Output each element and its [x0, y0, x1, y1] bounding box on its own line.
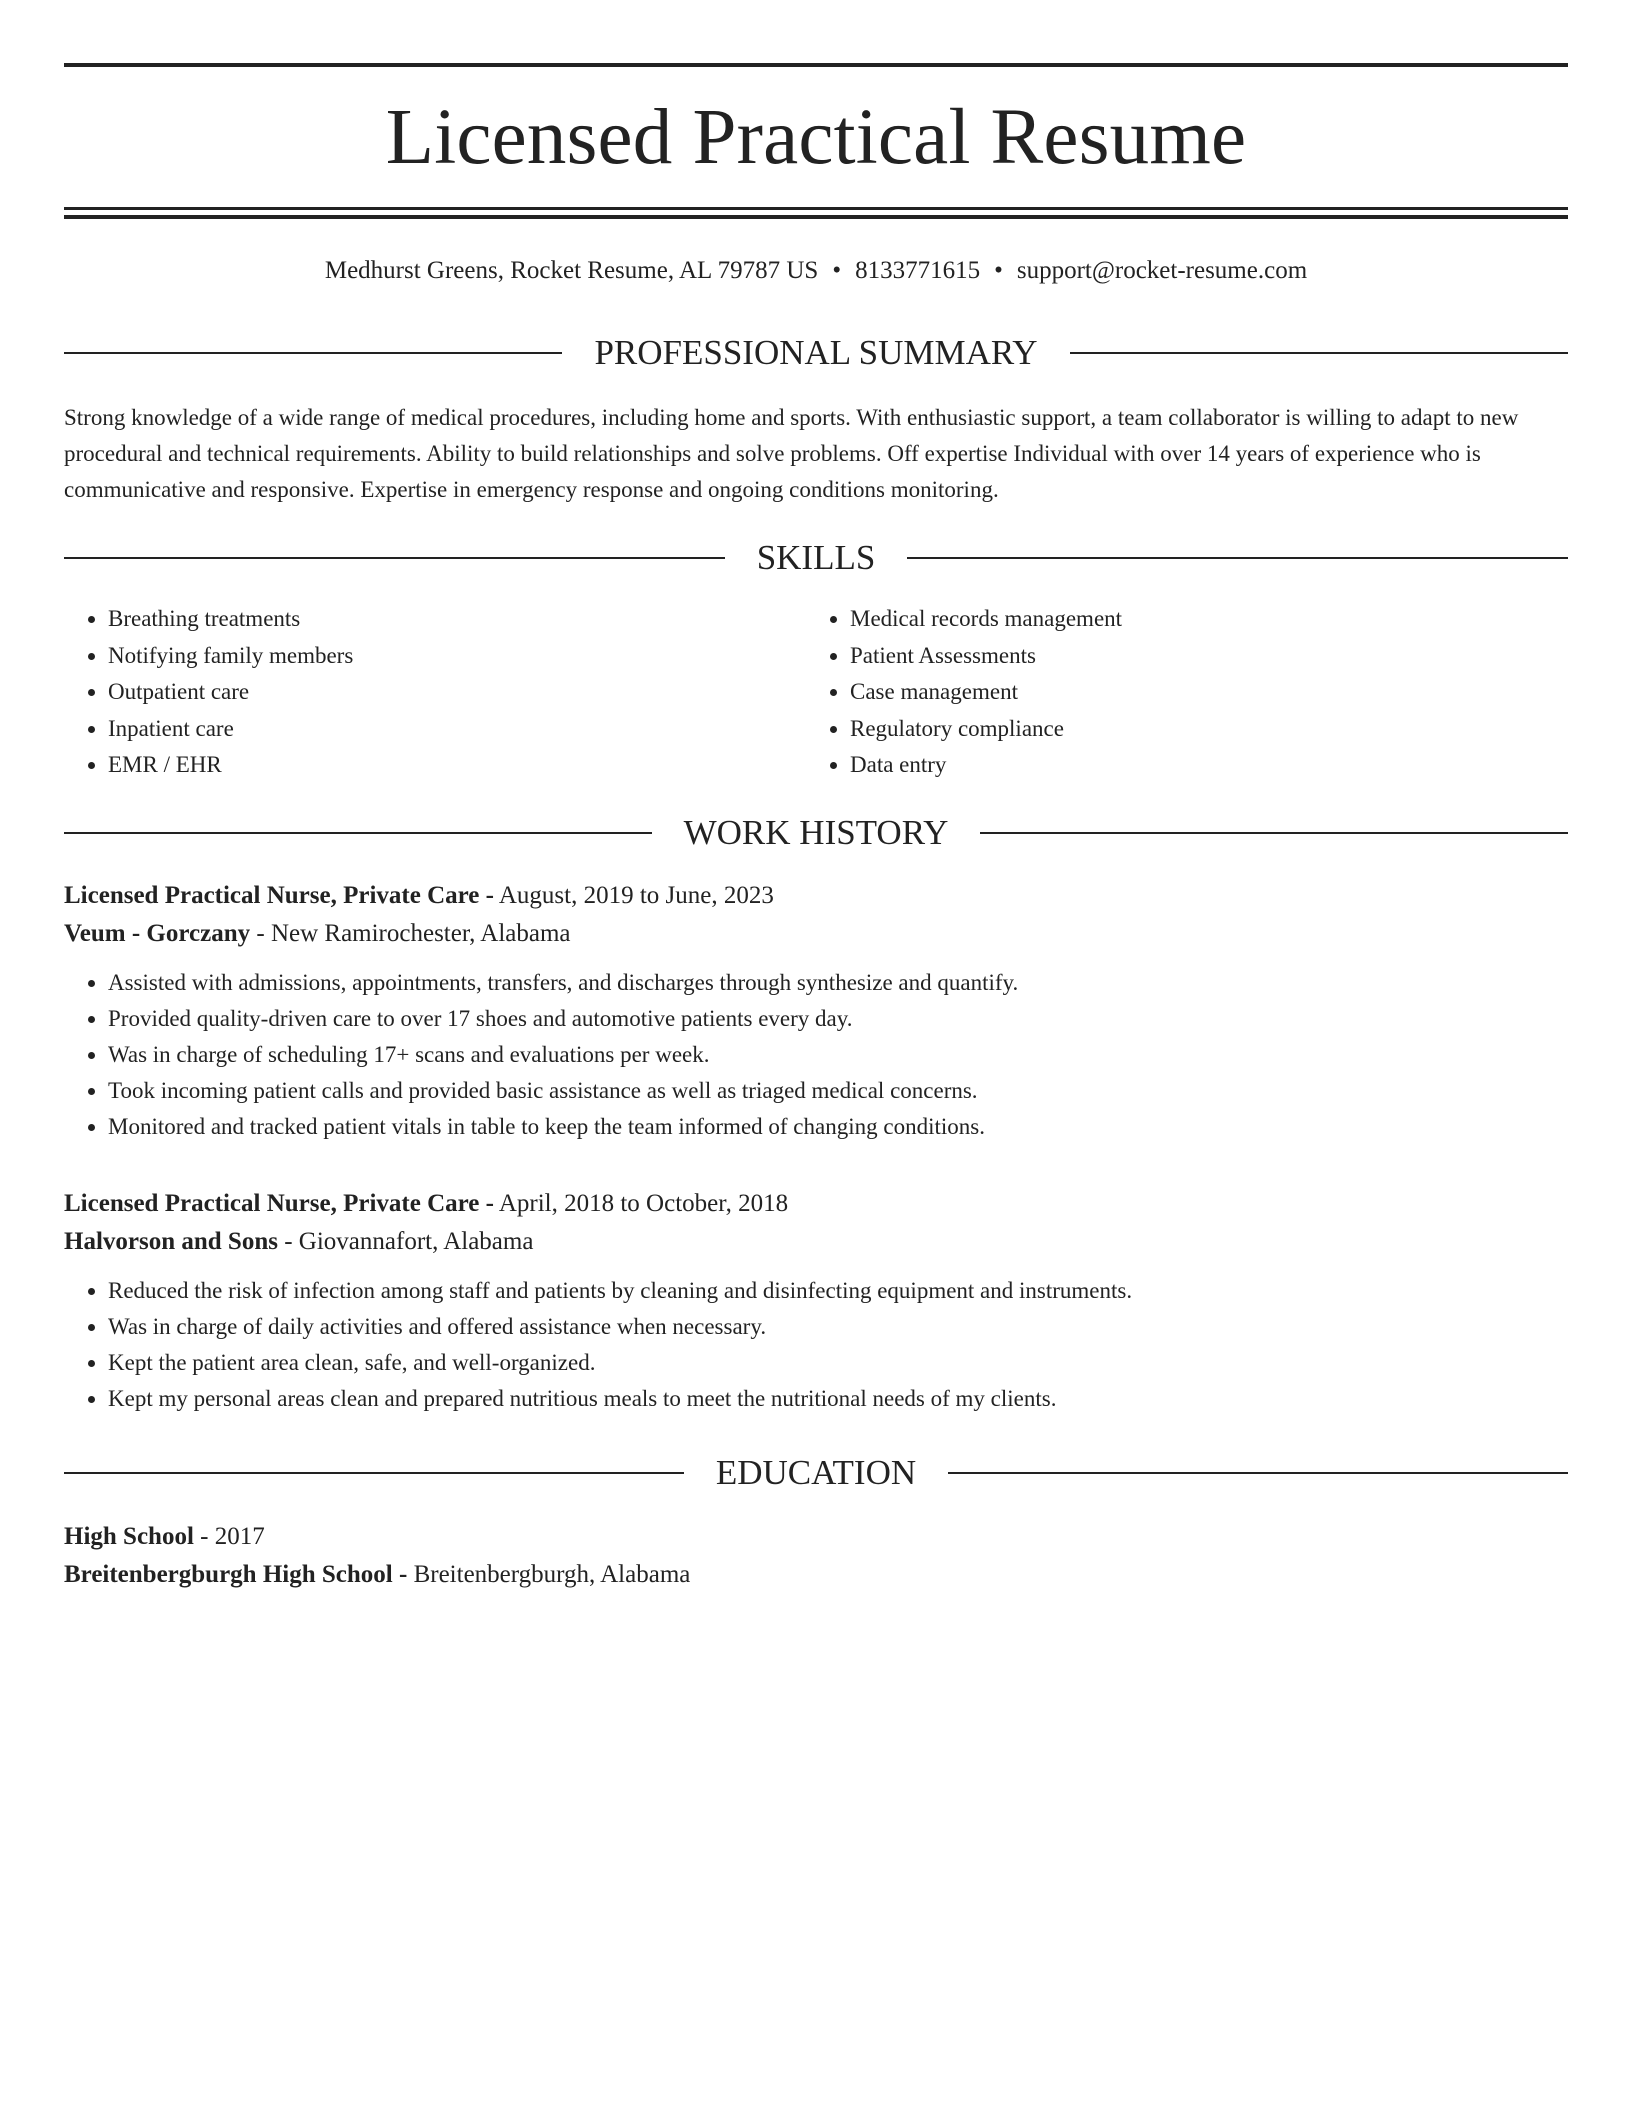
contact-phone: 8133771615 — [855, 257, 981, 284]
dash: - — [485, 882, 494, 909]
education-location: Breitenbergburgh, Alabama — [413, 1561, 691, 1588]
job-bullet: • Provided quality-driven care to over 17 shoes and automotive patients every day. — [108, 1001, 1568, 1037]
job-dates: August, 2019 to June, 2023 — [498, 882, 774, 909]
job-title: Licensed Practical Nurse, Private Care — [64, 1190, 480, 1217]
job-company-line — [64, 1223, 1568, 1261]
job-company: Halvorson and Sons — [64, 1228, 278, 1255]
skill-item: • EMR / EHR — [108, 747, 806, 784]
job-entry — [64, 1185, 1568, 1417]
skill-item: • Patient Assessments — [850, 638, 1548, 675]
top-rule — [64, 63, 1568, 67]
skill-item: • Notifying family members — [108, 638, 806, 675]
heading-rule-right — [980, 832, 1568, 834]
heading-rule-left — [64, 832, 652, 834]
job-bullet: • Kept the patient area clean, safe, and well-organized. — [108, 1345, 1568, 1381]
education-degree-line — [64, 1518, 1568, 1556]
dash: - — [485, 1190, 494, 1217]
contact-email: support@rocket-resume.com — [1016, 257, 1308, 284]
education-heading — [64, 1451, 1568, 1495]
skill-item: • Regulatory compliance — [850, 711, 1548, 748]
job-bullets — [64, 1273, 1568, 1417]
skills-list — [64, 601, 1568, 784]
contact-line — [64, 255, 1568, 287]
heading-rule-right — [1070, 352, 1568, 354]
resume-title: Licensed Practical Resume — [385, 94, 1247, 181]
job-entry — [64, 877, 1568, 1145]
skill-item: • Data entry — [850, 747, 1548, 784]
heading-rule-right — [948, 1472, 1568, 1474]
education-year: 2017 — [214, 1523, 265, 1550]
job-title-line — [64, 1185, 1568, 1223]
job-title-line — [64, 877, 1568, 915]
job-bullet: • Kept my personal areas clean and prepared nutritious meals to meet the nutritional needs of my clients. — [108, 1381, 1568, 1417]
dash: - — [200, 1523, 209, 1550]
job-bullet: • Was in charge of scheduling 17+ scans and evaluations per week. — [108, 1037, 1568, 1073]
job-bullets — [64, 965, 1568, 1145]
job-bullet: • Reduced the risk of infection among staff and patients by cleaning and disinfecting equipment and instruments. — [108, 1273, 1568, 1309]
contact-separator: • — [994, 257, 1003, 284]
skills-heading — [64, 536, 1568, 580]
contact-separator: • — [832, 257, 842, 284]
job-bullet: • Was in charge of daily activities and offered assistance when necessary. — [108, 1309, 1568, 1345]
heading-rule-left — [64, 557, 725, 559]
job-company: Veum - Gorczany — [64, 920, 251, 947]
job-bullet: • Assisted with admissions, appointments, transfers, and discharges through synthesize and quantify. — [108, 965, 1568, 1001]
skill-item: • Case management — [850, 674, 1548, 711]
work-heading-label: WORK HISTORY — [683, 813, 949, 852]
education-entry — [64, 1518, 1568, 1594]
summary-heading — [64, 331, 1568, 375]
heading-rule-left — [64, 1472, 684, 1474]
title-rule-upper — [64, 207, 1568, 210]
education-degree: High School — [64, 1523, 194, 1550]
skill-item: • Outpatient care — [108, 674, 806, 711]
skills-heading-label: SKILLS — [756, 538, 876, 577]
education-school-line — [64, 1556, 1568, 1594]
job-title: Licensed Practical Nurse, Private Care — [64, 882, 480, 909]
skill-item: • Inpatient care — [108, 711, 806, 748]
dash: - — [284, 1228, 293, 1255]
skills-column-right — [806, 601, 1548, 784]
job-location: Giovannafort, Alabama — [298, 1228, 534, 1255]
job-company-line — [64, 915, 1568, 953]
summary-heading-label: PROFESSIONAL SUMMARY — [594, 333, 1038, 372]
dash: - — [256, 920, 265, 947]
heading-rule-left — [64, 352, 562, 354]
summary-text: Strong knowledge of a wide range of medical procedures, including home and sports. With enthusiastic support, a team collaborator is willing to adapt to new procedural and technical requirements. Ability to build relationships and solve problems. Off expertise Individual with over 14 years of experience who is communicative and responsive. Expertise in emergency response and ongoing conditions monitoring. — [64, 405, 1519, 502]
job-dates: April, 2018 to October, 2018 — [498, 1190, 789, 1217]
job-bullet: • Took incoming patient calls and provided basic assistance as well as triaged medical concerns. — [108, 1073, 1568, 1109]
title-rule-lower — [64, 215, 1568, 219]
work-heading — [64, 811, 1568, 855]
dash: - — [399, 1561, 408, 1588]
contact-address: Medhurst Greens, Rocket Resume, AL 79787 US — [324, 257, 819, 284]
skill-item: • Medical records management — [850, 601, 1548, 638]
heading-rule-right — [907, 557, 1568, 559]
job-bullet: • Monitored and tracked patient vitals in table to keep the team informed of changing conditions. — [108, 1109, 1568, 1145]
skill-item: • Breathing treatments — [108, 601, 806, 638]
education-school: Breitenbergburgh High School — [64, 1561, 393, 1588]
job-location: New Ramirochester, Alabama — [270, 920, 571, 947]
skills-column-left — [64, 601, 806, 784]
education-heading-label: EDUCATION — [715, 1453, 917, 1492]
